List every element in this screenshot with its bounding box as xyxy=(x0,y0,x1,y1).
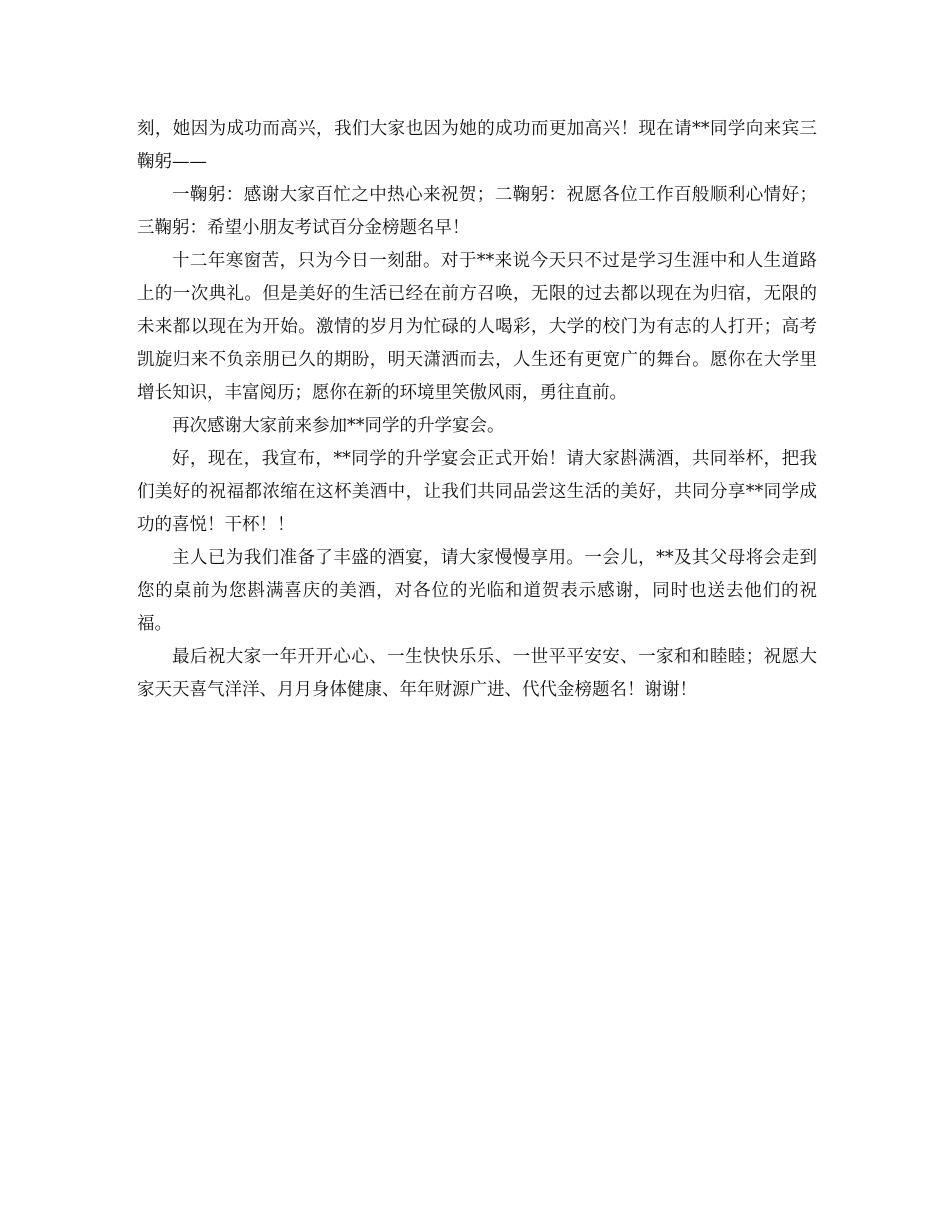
paragraph-thanks: 再次感谢大家前来参加**同学的升学宴会。 xyxy=(172,416,505,436)
paragraph-closing: 最后祝大家一年开开心心、一生快快乐乐、一世平平安安、一家和和睦睦；祝愿大家天天喜气洋洋、月月身体健康、年年财源广进、代代金榜题名！谢谢！ xyxy=(137,647,817,700)
paragraph-toast: 好，现在，我宣布，**同学的升学宴会正式开始！请大家斟满酒，共同举杯，把我们美好的祝福都浓缩在这杯美酒中，让我们共同品尝这生活的美好，共同分享**同学成功的喜悦！干杯！！ xyxy=(137,449,817,535)
document-body xyxy=(137,113,817,707)
paragraph-wishes: 十二年寒窗苦，只为今日一刻甜。对于**来说今天只不过是学习生涯中和人生道路上的一次典礼。但是美好的生活已经在前方召唤，无限的过去都以现在为归宿，无限的未来都以现在为开始。激情的岁月为忙碌的人喝彩，大学的校门为有志的人打开；高考凯旋归来不负亲朋已久的期盼，明天潇洒而去，人生还有更宽广的舞台。愿你在大学里增长知识，丰富阅历；愿你在新的环境里笑傲风雨，勇往直前。 xyxy=(137,251,817,403)
paragraph-banquet: 主人已为我们准备了丰盛的酒宴，请大家慢慢享用。一会儿，**及其父母将会走到您的桌前为您斟满喜庆的美酒，对各位的光临和道贺表示感谢，同时也送去他们的祝福。 xyxy=(137,548,817,634)
paragraph-three-bows: 一鞠躬：感谢大家百忙之中热心来祝贺；二鞠躬：祝愿各位工作百般顺利心情好；三鞠躬：希望小朋友考试百分金榜题名早！ xyxy=(137,185,817,238)
paragraph-continuation: 刻，她因为成功而高兴，我们大家也因为她的成功而更加高兴！现在请**同学向来宾三鞠躬—— xyxy=(137,119,817,172)
